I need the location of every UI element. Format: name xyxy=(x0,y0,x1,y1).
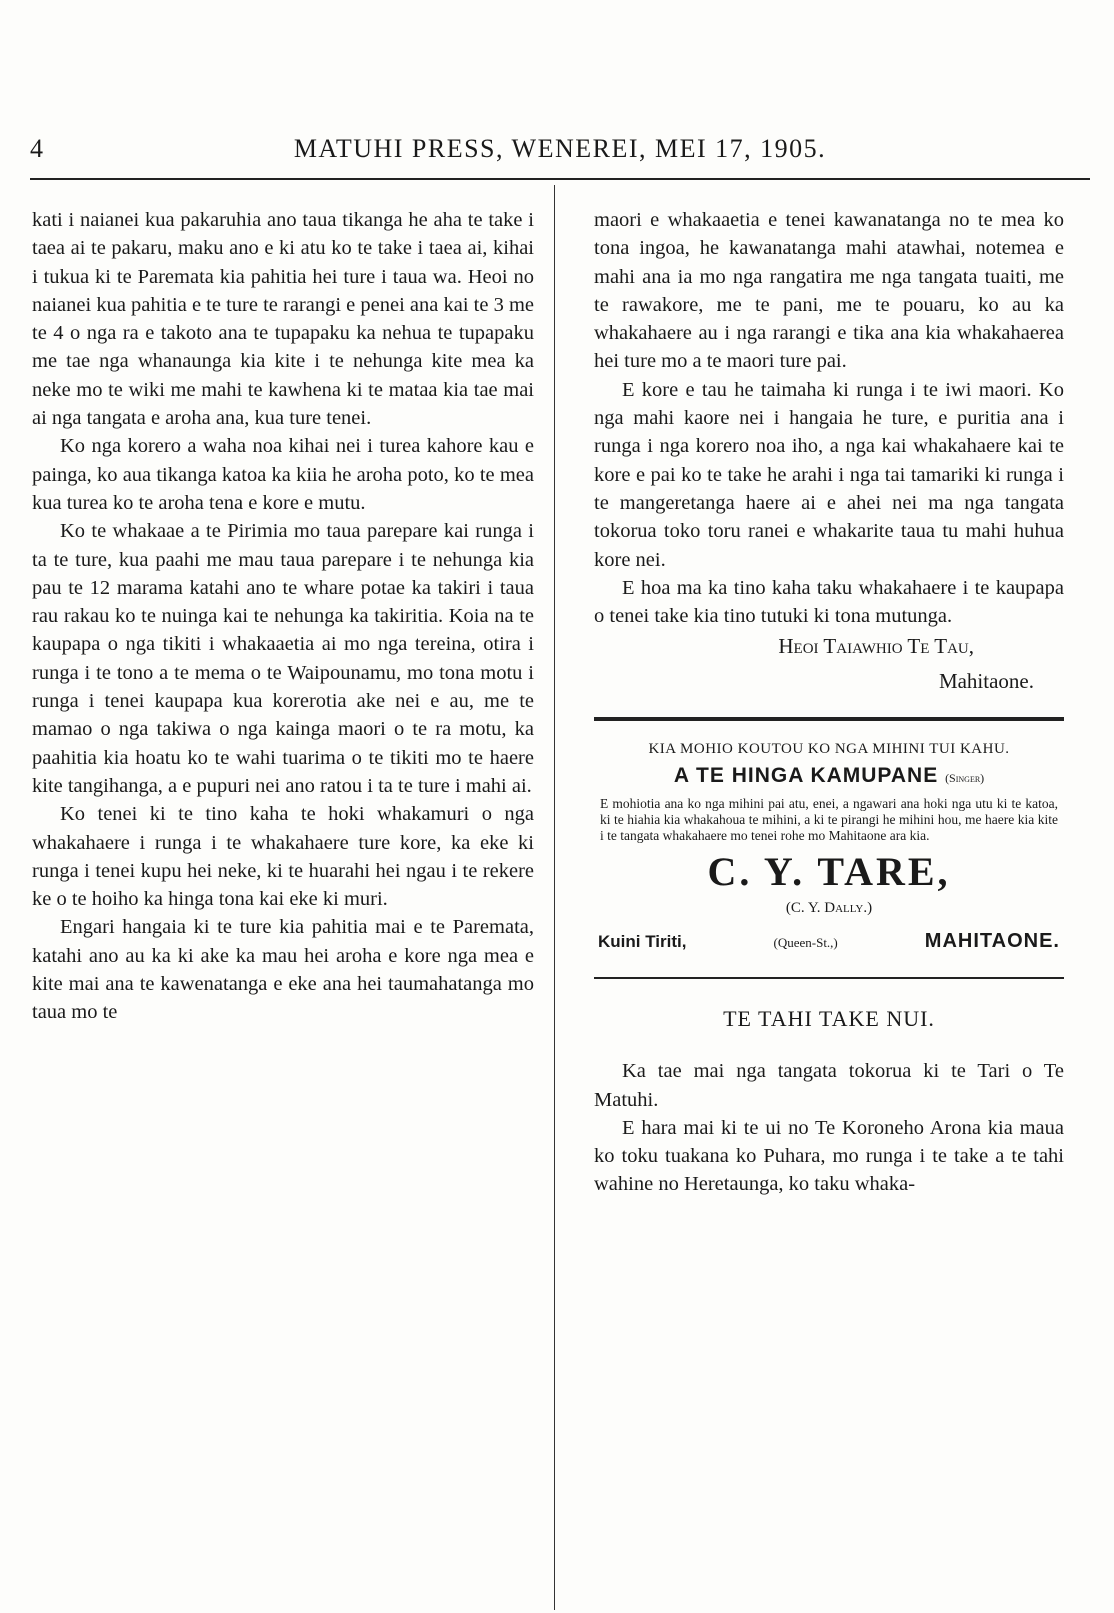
singer-advertisement xyxy=(594,721,1064,957)
advert-company: A TE HINGA KAMUPANE xyxy=(673,764,939,788)
advert-town: MAHITAONE. xyxy=(924,929,1060,952)
advert-company-line xyxy=(594,762,1064,792)
paragraph: E kore e tau he taimaha ki runga i te iwi maori. Ko nga mahi kaore nei i hangaia he ture, e puritia ana i runga i nga korero noa iho, a nga kai whakahaere kai te kore e pai ko te take he arahi i nga tai tamariki ki runga i te mangeretanga haere ai e ahei nei ma nga tangata tokorua toko toru ranei e whakarite taua tu mahi huhua kore nei. xyxy=(594,378,1064,571)
paragraph: Ko tenei ki te tino kaha te hoki whakamuri o nga whakahaere i runga i te whakahaere ture kore, ka eke ki runga i tenei kupu hei neke, ki te huarahi hei ngau i te rekere ke o te hoiho ka hinga tona kai eke ki muri. xyxy=(32,803,534,911)
advert-body: E mohiotia ana ko nga mihini pai atu, enei, a ngawari ana hoki nga utu ki te katoa, ki te hiahia kia whakahoua te mihini, a ki te pirangi he mihini hou, me haere kia kite i te tangata whakahaere mo tenei rohe mo Mahitaone ara kia. xyxy=(600,796,1058,844)
masthead-title: MATUHI PRESS, WENEREI, MEI 17, 1905. xyxy=(293,134,827,163)
advert-street-english: (Queen-St.,) xyxy=(773,934,838,950)
paragraph: E hara mai ki te ui no Te Koroneho Arona kia maua ko toku tuakana ko Puhara, mo runga i te take a te tahi wahine no Heretaunga, ko taku whaka- xyxy=(594,1116,1064,1196)
advert-merchant-alias: (C. Y. Dally.) xyxy=(785,900,873,917)
advert-bottom-rule xyxy=(594,977,1064,979)
right-column xyxy=(594,206,1064,1199)
paragraph: Ko te whakaae a te Pirimia mo taua parepare kai runga i ta te ture, kua paahi me mau taua parepare i te nehunga kia pau te 12 marama katahi ano te whare potae ka takiri i taua rau rakau ko te nuinga kai te nehunga ka takiritia. Koia na te kaupapa o nga tikiti i whakaaetia ai mo nga tereina, otira i runga i te tono a te mema o te Waipounamu, mo tona motu i runga i tenei kaupapa kua korerotia ake nei e au, me te mamao o nga takiwa o nga kainga maori o te ra motu, ka paahitia kia hoatu ko te wahi tuarima o te tikiti mo te haere kite tangihanga, a e pupuri nei ano ratou i ta te ture i mahi ai. xyxy=(32,520,534,797)
paragraph: maori e whakaaetia e tenei kawanatanga no te mea ko tona ingoa, he kawanatanga mahi atawhai, notemea e mahi ana ia mo nga rangatira me nga tangata tuaiti, me te rawakore, me te pani, me te pouaru, ko au ka whakahaere au i nga rarangi e tika ana kia whakahaerea hei ture mo a te maori ture pai. xyxy=(594,209,1064,373)
paragraph: Engari hangaia ki te ture kia pahitia mai e te Paremata, katahi ano au ka ki ake ka mau hei aroha e kore nga mea e kite mai ana te kawenatanga e eke ana hei taumahatanga mo taua mo te xyxy=(32,916,534,1024)
advert-merchant-name: C. Y. TARE, xyxy=(707,849,951,895)
column-divider xyxy=(554,185,555,1610)
advert-street: Kuini Tiriti, xyxy=(598,931,687,951)
signature-place: Mahitaone. xyxy=(938,668,1034,693)
advert-company-note: (Singer) xyxy=(945,771,985,786)
article-title: TE TAHI TAKE NUI. xyxy=(723,1005,935,1031)
paragraph: Ka tae mai nga tangata tokorua ki te Tari o Te Matuhi. xyxy=(594,1060,1064,1111)
page-number: 4 xyxy=(30,134,43,163)
paragraph: E hoa ma ka tino kaha taku whakahaere i te kaupapa o tenei take kia tino tutuki ki tona mutunga. xyxy=(594,576,1064,628)
page-header xyxy=(30,128,1090,168)
advert-address xyxy=(594,927,1064,957)
paragraph: Ko nga korero a waha noa kihai nei i turea kahore kau e painga, ko aua tikanga katoa ka kiia he aroha poto, ko te mea kua turea ko te aroha tena e kore e mutu. xyxy=(32,435,534,514)
signature-name: Heoi Taiawhio Te Tau, xyxy=(778,634,974,659)
header-rule xyxy=(30,178,1090,180)
advert-heading: KIA MOHIO KOUTOU KO NGA MIHINI TUI KAHU. xyxy=(648,741,1010,758)
left-column xyxy=(32,206,534,1027)
paragraph: kati i naianei kua pakaruhia ano taua tikanga he aha te take i taea ai te pakaru, maku ano e ki atu ko te take i taea ai, kihai i tukua ki te Paremata kia pahitia hei ture i taua wa. Heoi no naianei kua pahitia e te ture te rarangi e penei ana kai te 3 me te 4 o nga ra e takoto ana te tupapaku ka nehua te tupapaku me tae nga whanaunga kia kite i te nehunga kite mea ka neke mo te wiki me mahi te kawhena ki te mataa kia tae mai ai nga tangata e aroha ana, kua ture tenei. xyxy=(32,209,534,430)
